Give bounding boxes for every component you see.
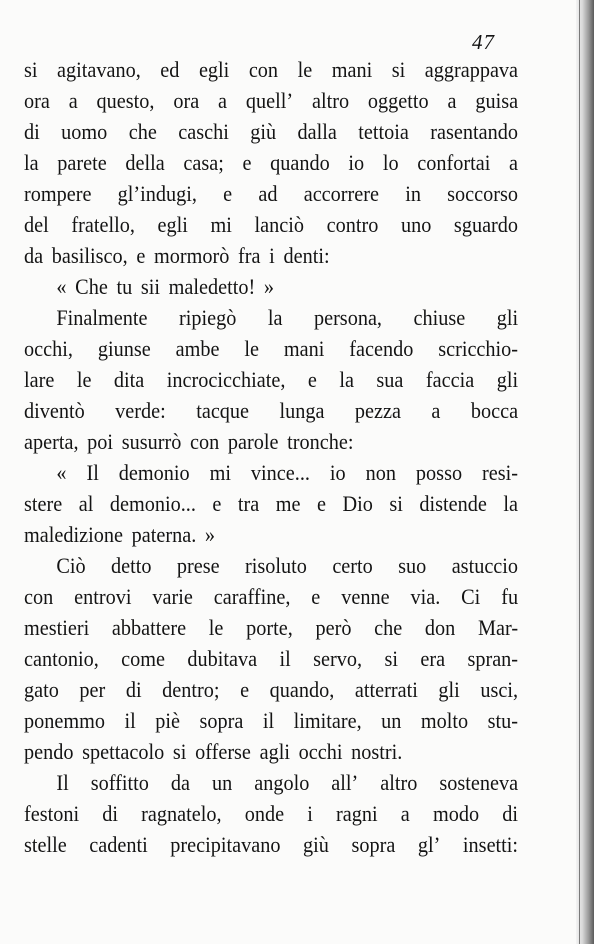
word: il	[124, 708, 136, 733]
word: ed	[160, 57, 180, 82]
word: lare	[24, 367, 55, 392]
text-line	[24, 705, 518, 736]
word: di	[502, 801, 519, 826]
text-line	[24, 147, 518, 178]
word: scricchio-	[438, 336, 519, 361]
word: quando,	[269, 677, 335, 702]
word: posso	[415, 460, 463, 485]
word: e	[311, 584, 321, 609]
word: uno	[400, 212, 432, 237]
word: agitavano,	[57, 57, 141, 82]
word: stere	[24, 491, 63, 516]
quote-line	[24, 457, 518, 488]
word: oggetto	[367, 88, 429, 113]
word: don	[424, 615, 456, 640]
word: astuccio	[451, 553, 519, 578]
word: un	[211, 770, 233, 795]
word: certo	[332, 553, 373, 578]
word: di	[125, 677, 142, 702]
word: demonio...	[109, 491, 196, 516]
word: abbattere	[111, 615, 187, 640]
word: giù	[303, 832, 329, 857]
text-line	[24, 643, 518, 674]
word: gli	[438, 677, 460, 702]
word: quell’	[245, 88, 294, 113]
paragraph-start-line	[24, 767, 518, 798]
body-text	[24, 54, 518, 860]
word: sosteneva	[439, 770, 519, 795]
word: tacque	[196, 398, 250, 423]
word: stelle	[24, 832, 67, 857]
word: cantonio,	[24, 646, 99, 671]
text-line: aperta, poi susurrò con parole tronche:	[24, 429, 354, 454]
text-line	[24, 116, 518, 147]
word: con	[24, 584, 54, 609]
word: «	[56, 460, 67, 485]
word: tra	[237, 491, 260, 516]
word: di	[24, 119, 40, 144]
word: gli	[496, 305, 519, 330]
word: caraffine,	[213, 584, 291, 609]
paragraph-start-line	[24, 550, 518, 581]
word: della	[125, 150, 165, 175]
word: diventò	[24, 398, 85, 423]
word: casa;	[183, 150, 224, 175]
word: le	[76, 367, 92, 392]
word: questo,	[96, 88, 155, 113]
word: entrovi	[74, 584, 132, 609]
text-line	[24, 829, 518, 860]
word: il	[279, 646, 291, 671]
word: ragnatelo,	[141, 801, 222, 826]
word: la	[339, 367, 354, 392]
word: gl’	[417, 832, 441, 857]
word: mestieri	[24, 615, 90, 640]
word: soffitto	[90, 770, 149, 795]
word: molto	[420, 708, 469, 733]
word: lanciò	[254, 212, 304, 237]
word: a	[447, 88, 457, 113]
word: fratello,	[71, 212, 135, 237]
word: onde	[244, 801, 285, 826]
word: mi	[210, 212, 232, 237]
word: però	[315, 615, 352, 640]
word: risoluto	[245, 553, 307, 578]
word: aggrappava	[424, 57, 519, 82]
word: limitare,	[293, 708, 362, 733]
word: modo	[432, 801, 480, 826]
word: da	[170, 770, 190, 795]
word: detto	[111, 553, 152, 578]
text-line: pendo spettacolo si offerse agli occhi nostri.	[24, 739, 403, 764]
word: altro	[380, 770, 418, 795]
word: dentro;	[162, 677, 220, 702]
word: e	[212, 491, 222, 516]
word: io	[348, 150, 365, 175]
word: piè	[155, 708, 180, 733]
word: faccia	[425, 367, 475, 392]
word: contro	[326, 212, 379, 237]
word: stu-	[487, 708, 519, 733]
word: gli	[496, 367, 519, 392]
word: ponemmo	[24, 708, 105, 733]
word: insetti:	[462, 832, 519, 857]
word: la	[24, 150, 39, 175]
word: giù	[250, 119, 277, 144]
word: la	[267, 305, 283, 330]
word: accorrere	[303, 181, 380, 206]
word: in	[405, 181, 421, 206]
word: ragni	[336, 801, 378, 826]
word: del	[24, 212, 49, 237]
word: mani	[331, 57, 373, 82]
word: soccorso	[447, 181, 519, 206]
word: lo	[382, 150, 399, 175]
word: le	[297, 57, 313, 82]
word: varie	[152, 584, 193, 609]
word: la	[503, 491, 518, 516]
word: verde:	[115, 398, 166, 423]
word: un	[381, 708, 402, 733]
word: si	[24, 57, 38, 82]
word: porte,	[246, 615, 293, 640]
word: dubitava	[187, 646, 258, 671]
word: dalla	[297, 119, 337, 144]
quote-line: « Che tu sii maledetto! »	[56, 274, 275, 299]
word: e	[242, 150, 252, 175]
word: giunse	[97, 336, 151, 361]
text-line	[24, 798, 518, 829]
word: per	[79, 677, 106, 702]
word: demonio	[118, 460, 190, 485]
word: si	[391, 57, 406, 82]
text-line	[24, 364, 518, 395]
word: mani	[283, 336, 325, 361]
word: gato	[24, 677, 59, 702]
word: le	[208, 615, 224, 640]
word: sopra	[199, 708, 244, 733]
word: chiuse	[413, 305, 466, 330]
word: tettoia	[358, 119, 409, 144]
word: a	[431, 398, 441, 423]
word: e	[307, 367, 317, 392]
word: incrocicchiate,	[166, 367, 286, 392]
text-line	[24, 612, 518, 643]
word: venne	[341, 584, 390, 609]
word: a	[509, 150, 519, 175]
page-edge-line	[579, 0, 580, 944]
word: come	[121, 646, 166, 671]
word: quando	[270, 150, 330, 175]
word: precipitavano	[170, 832, 281, 857]
text-line: da basilisco, e mormorò fra i denti:	[24, 243, 330, 268]
word: rompere	[24, 181, 92, 206]
word: a	[218, 88, 228, 113]
text-line	[24, 674, 518, 705]
word: ambe	[175, 336, 220, 361]
text-line	[24, 581, 518, 612]
word: si	[384, 646, 398, 671]
word: servo,	[313, 646, 363, 671]
word: altro	[311, 88, 350, 113]
text-line	[24, 54, 518, 85]
word: rasentando	[430, 119, 519, 144]
word: parete	[57, 150, 107, 175]
word: spran-	[467, 646, 519, 671]
word: che	[374, 615, 403, 640]
text-line	[24, 333, 518, 364]
page-number: 47	[472, 30, 495, 54]
word: al	[78, 491, 94, 516]
word: sopra	[351, 832, 396, 857]
word: a	[68, 88, 78, 113]
word: confortai	[417, 150, 491, 175]
word: i	[307, 801, 313, 826]
word: e	[223, 181, 233, 206]
word: bocca	[470, 398, 519, 423]
word: facendo	[349, 336, 414, 361]
word: sguardo	[453, 212, 519, 237]
word: cadenti	[89, 832, 148, 857]
word: egli	[157, 212, 188, 237]
word: vince...	[250, 460, 310, 485]
word: Ci	[461, 584, 481, 609]
word: gl’indugi,	[117, 181, 197, 206]
paragraph-start-line	[24, 302, 518, 333]
word: dita	[113, 367, 145, 392]
text-line	[24, 488, 518, 519]
word: Finalmente	[56, 305, 148, 330]
word: ora	[24, 88, 50, 113]
word: resi-	[482, 460, 519, 485]
word: fu	[501, 584, 519, 609]
word: festoni	[24, 801, 80, 826]
word: io	[329, 460, 346, 485]
text-line	[24, 209, 518, 240]
word: le	[244, 336, 259, 361]
word: caschi	[178, 119, 229, 144]
word: ripiegò	[178, 305, 237, 330]
word: persona,	[313, 305, 383, 330]
word: si	[389, 491, 403, 516]
word: Mar-	[477, 615, 519, 640]
word: Il	[86, 460, 99, 485]
word: ad	[258, 181, 278, 206]
word: a	[400, 801, 410, 826]
word: che	[128, 119, 157, 144]
word: pezza	[354, 398, 402, 423]
word: era	[420, 646, 446, 671]
word: prese	[176, 553, 220, 578]
word: usci,	[480, 677, 519, 702]
word: distende	[419, 491, 487, 516]
text-line	[24, 178, 518, 209]
word: con	[248, 57, 279, 82]
word: suo	[398, 553, 427, 578]
word: e	[240, 677, 250, 702]
word: uomo	[61, 119, 108, 144]
text-line	[24, 395, 518, 426]
word: via.	[410, 584, 441, 609]
word: non	[365, 460, 396, 485]
word: il	[262, 708, 275, 733]
word: egli	[198, 57, 230, 82]
text-line: maledizione paterna. »	[24, 522, 216, 547]
word: e	[317, 491, 327, 516]
word: occhi,	[24, 336, 73, 361]
word: Ciò	[56, 553, 86, 578]
word: all’	[331, 770, 359, 795]
word: ora	[173, 88, 200, 113]
word: Dio	[342, 491, 373, 516]
text-line	[24, 85, 518, 116]
word: mi	[209, 460, 231, 485]
word: Il	[56, 770, 69, 795]
word: sua	[376, 367, 404, 392]
word: atterrati	[354, 677, 418, 702]
word: guisa	[475, 88, 519, 113]
word: di	[102, 801, 119, 826]
word: angolo	[254, 770, 310, 795]
word: me	[275, 491, 301, 516]
word: lunga	[279, 398, 325, 423]
